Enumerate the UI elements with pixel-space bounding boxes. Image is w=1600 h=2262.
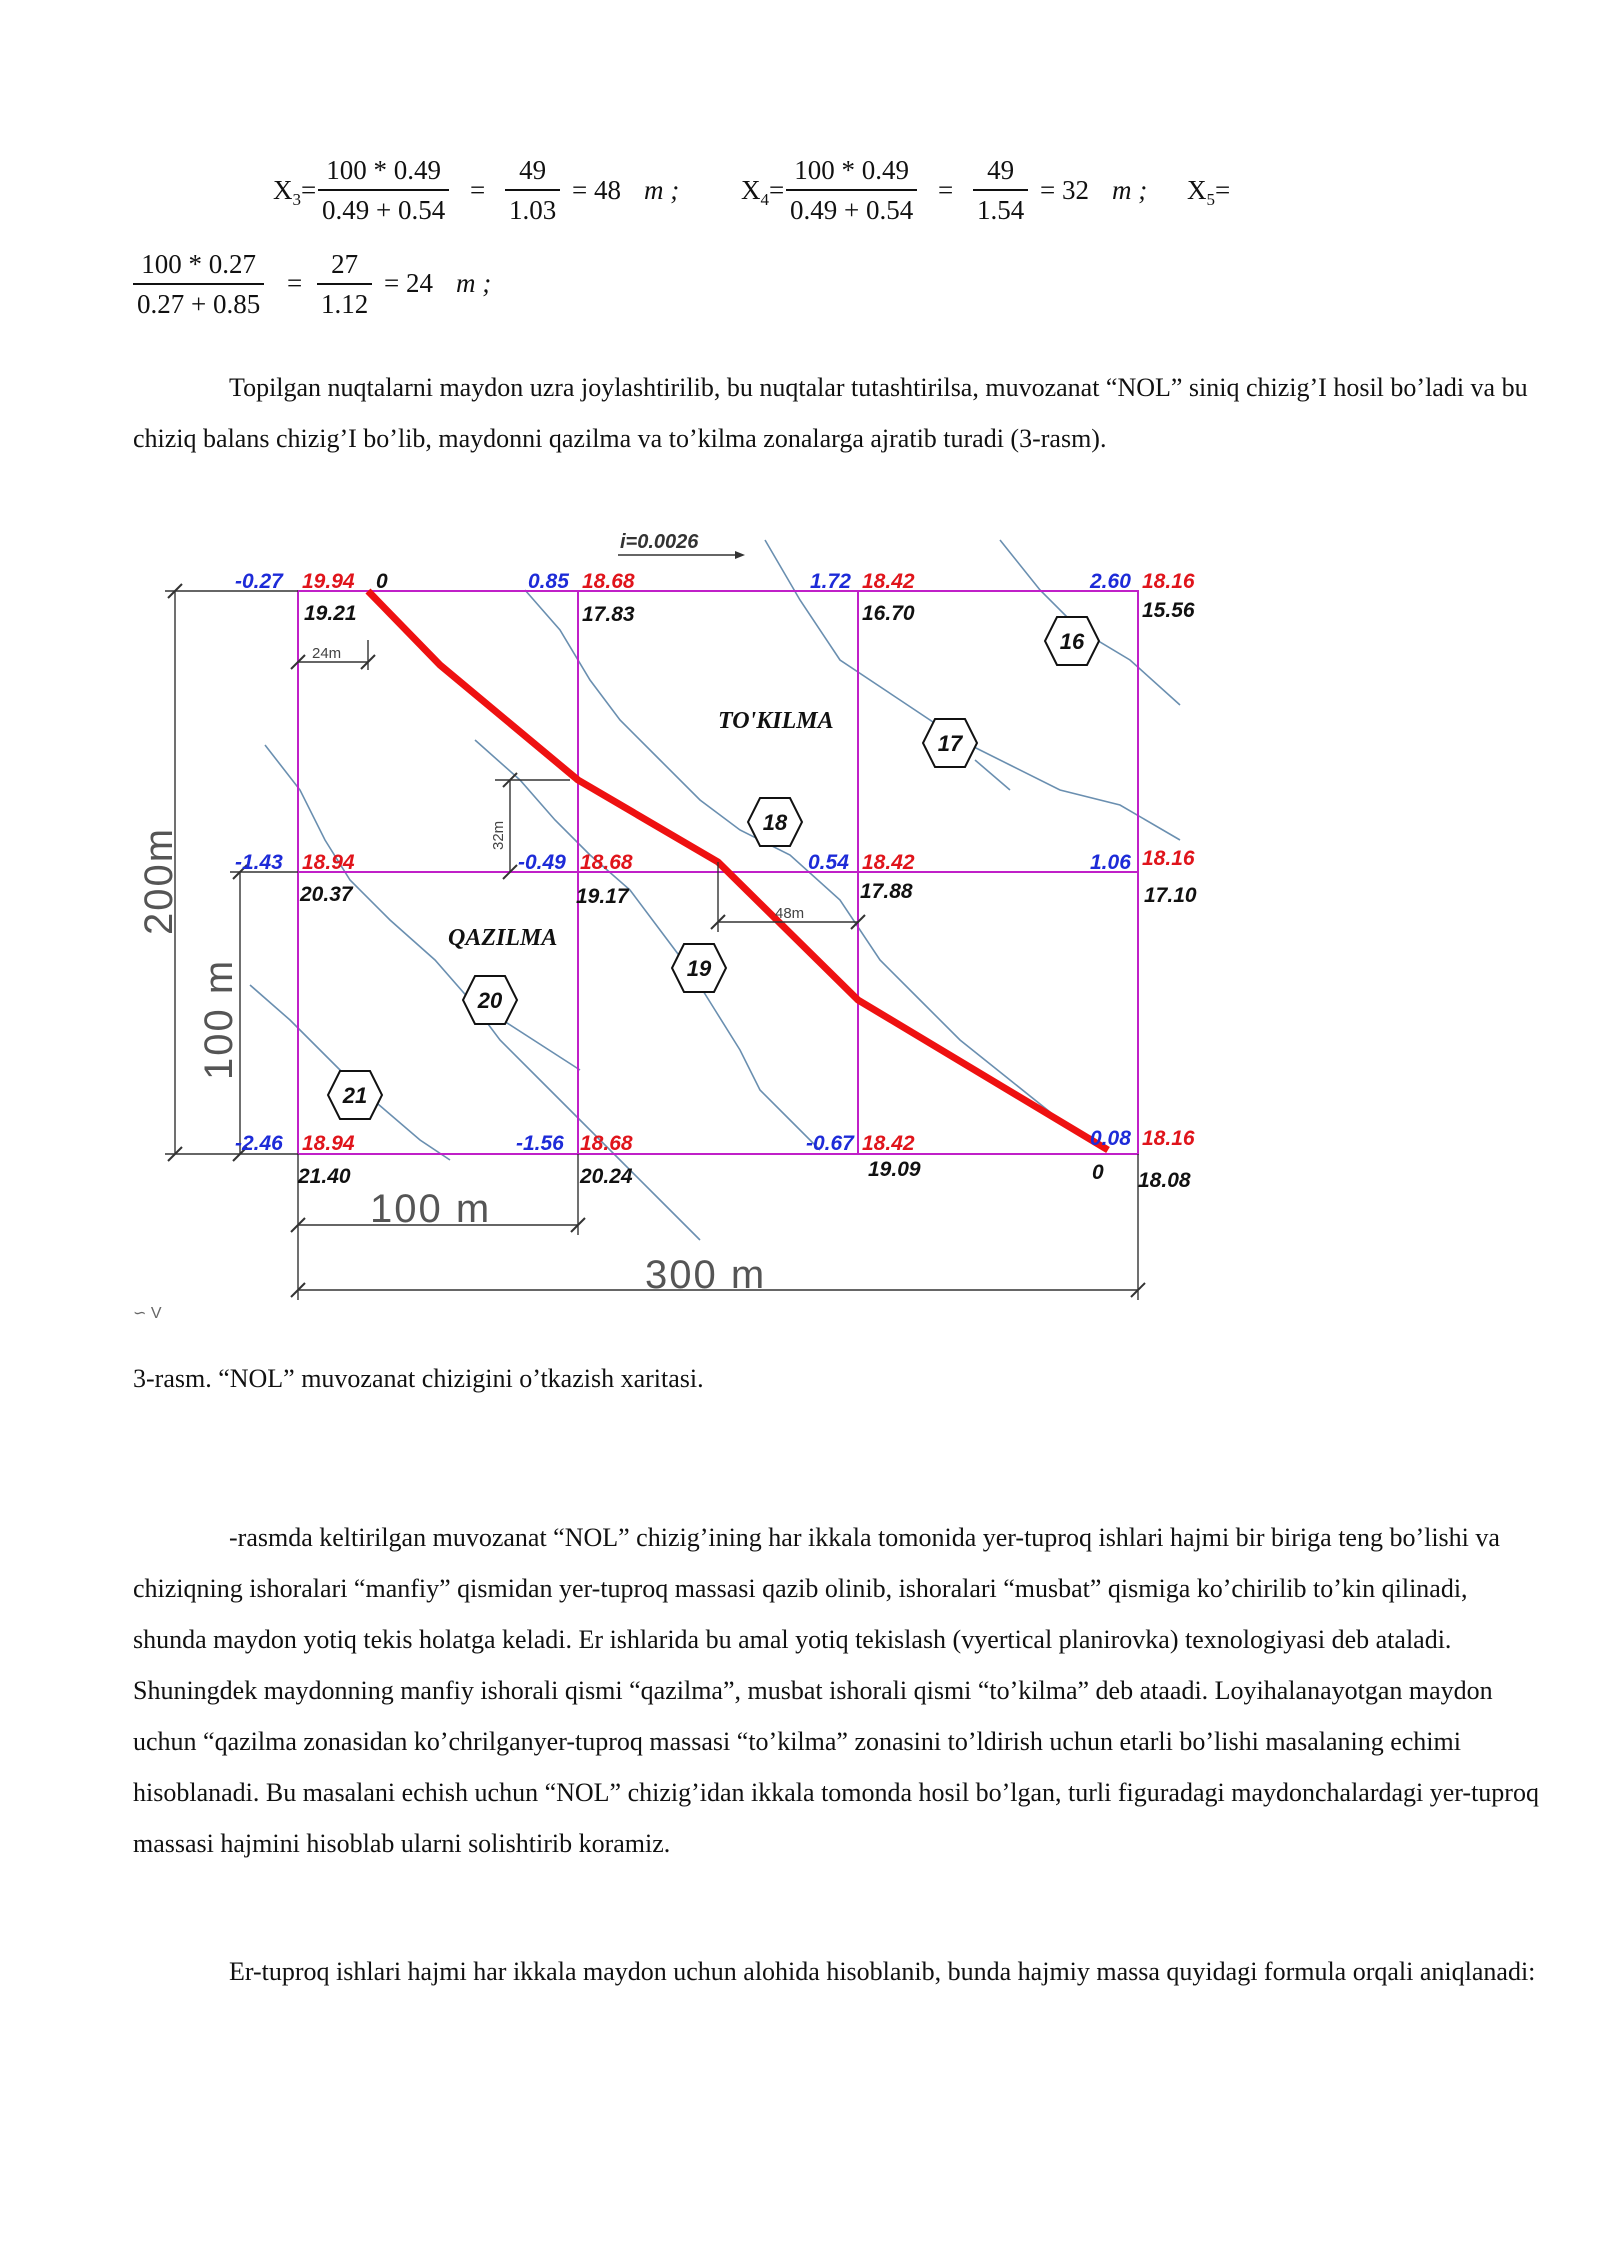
x5-equals: = bbox=[287, 268, 303, 298]
x3-fraction-2: $\frac{49}{1.03}$ bbox=[505, 153, 560, 227]
x3-label: $X_3=$ bbox=[273, 175, 317, 209]
node-5-design-mark: 18.94 bbox=[302, 851, 355, 874]
contour-marker-18 bbox=[748, 798, 802, 846]
contour-marker-20 bbox=[463, 976, 517, 1024]
dim-24m-label: 24m bbox=[312, 645, 342, 662]
dim-100m-vertical-label: 100 m bbox=[197, 958, 241, 1080]
x3-fraction-1: $\frac{100 * 0.49}{0.49 + 0.54}$ bbox=[318, 153, 449, 227]
node-3-work-mark: 1.72 bbox=[810, 570, 851, 593]
x4-unit: m ; bbox=[1112, 175, 1148, 205]
node-3-existing-mark: 16.70 bbox=[862, 602, 915, 625]
contour-marker-16 bbox=[1045, 617, 1099, 665]
node-2-existing-mark: 17.83 bbox=[582, 603, 635, 626]
paragraph-3: Er-tuproq ishlari hajmi har ikkala maydon uchun alohida hisoblanib, bunda hajmiy massa quyidagi formula orqali aniqlanadi: bbox=[229, 1957, 1536, 1986]
x5-fraction-1: $\frac{100 * 0.27}{0.27 + 0.85}$ bbox=[133, 247, 264, 321]
contour-marker-21 bbox=[328, 1071, 382, 1119]
node-9-design-mark: 18.94 bbox=[302, 1132, 355, 1155]
x5-result: = 24 bbox=[384, 268, 433, 298]
paragraph-2: -rasmda keltirilgan muvozanat “NOL” chizig’ining har ikkala tomonida yer-tuproq ishlari hajmi bir biriga teng bo’lishi va chiziqning ishoralari “manfiy” qismidan yer-tuproq massasi qazib olinib, ishoralari “musbat” qismiga ko’chirilib to’kin qilinadi, shunda maydon yotiq tekis holatga keladi. Er ishlarida bu amal yotiq tekislash (vyertical planirovka) texnologiyasi deb ataladi. Shuningdek maydonning manfiy ishorali qismi “qazilma”, musbat ishorali qismi “to’kilma” deb ataadi. Loyihalanayotgan maydon uchun “qazilma zonasidan ko’chrilganyer-tuproq massasi “to’kilma” zonasini to’ldirish uchun etarli bo’lishi masalaning echimi hisoblanadi. Bu masalani echish uchun “NOL” chizig’idan ikkala tomonda hosil bo’lgan, turli figuradagi maydonchalardagi yer-tuproq massasi hajmini hisoblab ularni solishtirib koramiz. bbox=[133, 1523, 1539, 1858]
node-10-existing-mark: 20.24 bbox=[580, 1165, 633, 1188]
x4-fraction-2: $\frac{49}{1.54}$ bbox=[973, 153, 1028, 227]
dim-48m-label: 48m bbox=[775, 905, 805, 922]
node-3-design-mark: 18.42 bbox=[862, 570, 915, 593]
zero-point-bottom: 0 bbox=[1092, 1161, 1104, 1184]
node-11-work-mark: -0.67 bbox=[806, 1132, 854, 1155]
svg-text:16: 16 bbox=[1059, 629, 1085, 654]
node-1-design-mark: 19.94 bbox=[302, 570, 355, 593]
zone-fill-label: TO'KILMA bbox=[718, 708, 834, 734]
node-7-work-mark: 0.54 bbox=[808, 851, 849, 874]
x3-unit: m ; bbox=[644, 175, 680, 205]
node-11-design-mark: 18.42 bbox=[862, 1132, 915, 1155]
node-5-work-mark: -1.43 bbox=[235, 851, 283, 874]
node-10-design-mark: 18.68 bbox=[580, 1132, 633, 1155]
svg-text:19: 19 bbox=[686, 956, 712, 981]
contour-marker-17 bbox=[923, 719, 977, 767]
node-12-design-mark: 18.16 bbox=[1142, 1127, 1195, 1150]
node-1-work-mark: -0.27 bbox=[235, 570, 283, 593]
node-12-work-mark: 0.08 bbox=[1090, 1127, 1131, 1150]
x5-label: $X_5=$ bbox=[1187, 175, 1231, 209]
corner-mark: ∽ V bbox=[133, 1305, 162, 1322]
paragraph-1: Topilgan nuqtalarni maydon uzra joylashtirilib, bu nuqtalar tutashtirilsa, muvozanat “NOL” siniq chizig’I hosil bo’ladi va bu chiziq balans chizig’I bo’lib, maydonni qazilma va to’kilma zonalarga ajratib turadi (3-rasm). bbox=[133, 373, 1528, 453]
x5-fraction-2: $\frac{27}{1.12}$ bbox=[317, 247, 372, 321]
figure-caption: 3-rasm. “NOL” muvozanat chizigini o’tkazish xaritasi. bbox=[133, 1364, 704, 1393]
x3-equals: = bbox=[470, 175, 486, 205]
dimension-ticks bbox=[168, 584, 1145, 1297]
contour-markers bbox=[328, 617, 1099, 1119]
contour-marker-19 bbox=[672, 944, 726, 992]
node-6-existing-mark: 19.17 bbox=[576, 885, 629, 908]
contour-17-leader bbox=[975, 760, 1010, 790]
x4-fraction-1: $\frac{100 * 0.49}{0.49 + 0.54}$ bbox=[786, 153, 917, 227]
node-8-work-mark: 1.06 bbox=[1090, 851, 1131, 874]
dim-32m-label: 32m bbox=[490, 820, 507, 850]
dim-300m-label: 300 m bbox=[645, 1253, 767, 1297]
contour-lines bbox=[250, 540, 1180, 1240]
dim-100m-horizontal-label: 100 m bbox=[370, 1187, 492, 1231]
node-9-work-mark: -2.46 bbox=[235, 1132, 283, 1155]
zone-cut-label: QAZILMA bbox=[448, 925, 558, 951]
node-row-2 bbox=[235, 847, 1197, 908]
node-6-work-mark: -0.49 bbox=[518, 851, 566, 874]
node-10-work-mark: -1.56 bbox=[516, 1132, 564, 1155]
dim-200m-label: 200m bbox=[137, 826, 181, 935]
svg-text:18: 18 bbox=[762, 810, 788, 835]
svg-text:20: 20 bbox=[477, 988, 503, 1013]
x4-equals: = bbox=[938, 175, 954, 205]
dimension-lines bbox=[165, 591, 1138, 1300]
node-4-work-mark: 2.60 bbox=[1090, 570, 1131, 593]
node-5-existing-mark: 20.37 bbox=[300, 883, 353, 906]
x4-result: = 32 bbox=[1040, 175, 1089, 205]
slope-indicator bbox=[618, 531, 745, 559]
svg-text:17: 17 bbox=[937, 731, 963, 756]
svg-text:21: 21 bbox=[342, 1083, 368, 1108]
node-8-existing-mark: 17.10 bbox=[1144, 884, 1197, 907]
node-7-existing-mark: 17.88 bbox=[860, 880, 913, 903]
zero-balance-line bbox=[368, 591, 1108, 1150]
node-2-work-mark: 0.85 bbox=[528, 570, 569, 593]
x5-unit: m ; bbox=[456, 268, 492, 298]
node-4-design-mark: 18.16 bbox=[1142, 570, 1195, 593]
node-6-design-mark: 18.68 bbox=[580, 851, 633, 874]
node-12-existing-mark: 18.08 bbox=[1138, 1169, 1191, 1192]
node-2-design-mark: 18.68 bbox=[582, 570, 635, 593]
node-8-design-mark: 18.16 bbox=[1142, 847, 1195, 870]
node-7-design-mark: 18.42 bbox=[862, 851, 915, 874]
slope-label: i=0.0026 bbox=[620, 531, 699, 553]
node-row-3 bbox=[235, 1127, 1195, 1192]
node-4-existing-mark: 15.56 bbox=[1142, 599, 1195, 622]
x3-result: = 48 bbox=[572, 175, 621, 205]
zero-point-top: 0 bbox=[376, 570, 388, 593]
node-1-existing-mark: 19.21 bbox=[304, 602, 357, 625]
x4-label: $X_4=$ bbox=[741, 175, 785, 209]
node-11-existing-mark: 19.09 bbox=[868, 1158, 921, 1181]
node-9-existing-mark: 21.40 bbox=[298, 1165, 351, 1188]
